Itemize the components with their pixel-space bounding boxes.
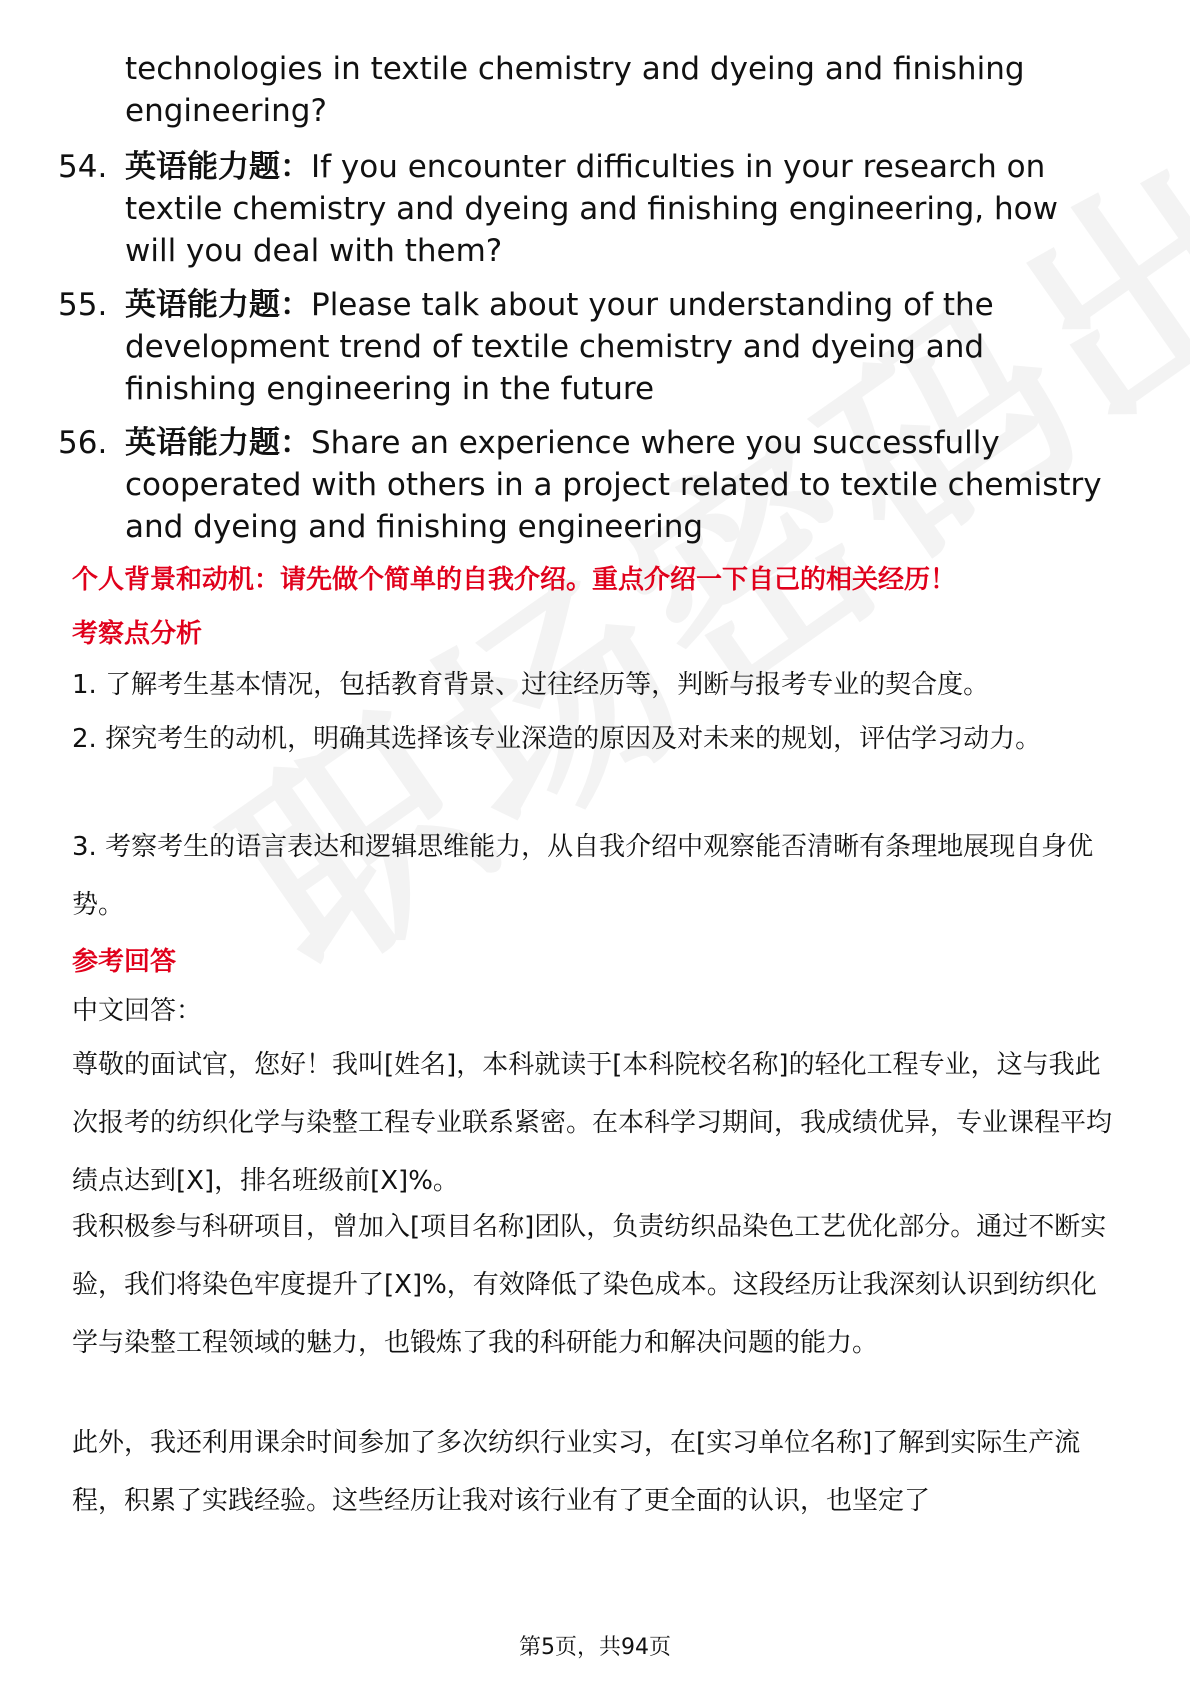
question-continuation [58,48,1118,132]
analysis-item-2: 2. 探究考生的动机，明确其选择该专业深造的原因及对未来的规划，评估学习动力。 [72,724,1042,754]
question-item [58,146,1118,272]
answer-paragraph-1: 尊敬的面试官，您好！我叫[姓名]，本科就读于[本科院校名称]的轻化工程专业，这与我此次报考的纺织化学与染整工程专业联系紧密。在本科学习期间，我成绩优异，专业课程平均绩点达到[X]，排名班级前[X]%。 [72,1050,1113,1196]
question-continuation-text: technologies in textile chemistry and dyeing and finishing engineering? [125,51,1025,129]
question-text: Please talk about your understanding of the development trend of textile chemistry and dyeing and finishing engineering in the future [125,287,994,407]
analysis-item-3: 3. 考察考生的语言表达和逻辑思维能力，从自我介绍中观察能否清晰有条理地展现自身优势。 [72,832,1094,920]
question-text: If you encounter difficulties in your research on textile chemistry and dyeing and finishing engineering, how will you deal with them? [125,149,1058,269]
question-item [58,284,1118,410]
question-tag: 英语能力题： [125,149,311,185]
analysis-item-1: 1. 了解考生基本情况，包括教育背景、过往经历等，判断与报考专业的契合度。 [72,670,990,700]
question-number: 54. [58,149,108,185]
question-list [58,48,1118,560]
analysis-heading: 考察点分析 [72,619,203,649]
section-title: 个人背景和动机：请先做个简单的自我介绍。重点介绍一下自己的相关经历！ [72,565,957,595]
answer-paragraph-2: 我积极参与科研项目，曾加入[项目名称]团队，负责纺织品染色工艺优化部分。通过不断实验，我们将染色牢度提升了[X]%，有效降低了染色成本。这段经历让我深刻认识到纺织化学与染整工程领域的魅力，也锻炼了我的科研能力和解决问题的能力。 [72,1212,1107,1358]
page-footer: 第5页，共94页 [519,1635,671,1660]
question-number: 55. [58,287,108,323]
answer-heading: 参考回答 [72,947,177,977]
question-tag: 英语能力题： [125,287,311,323]
question-item [58,422,1118,548]
question-text: Share an experience where you successfully cooperated with others in a project related to textile chemistry and dyeing and finishing engineering [125,425,1102,545]
answer-paragraph-3: 此外，我还利用课余时间参加了多次纺织行业实习，在[实习单位名称]了解到实际生产流程，积累了实践经验。这些经历让我对该行业有了更全面的认识，也坚定了 [72,1428,1081,1516]
answer-label: 中文回答： [72,996,203,1026]
question-tag: 英语能力题： [125,425,311,461]
question-number: 56. [58,425,108,461]
